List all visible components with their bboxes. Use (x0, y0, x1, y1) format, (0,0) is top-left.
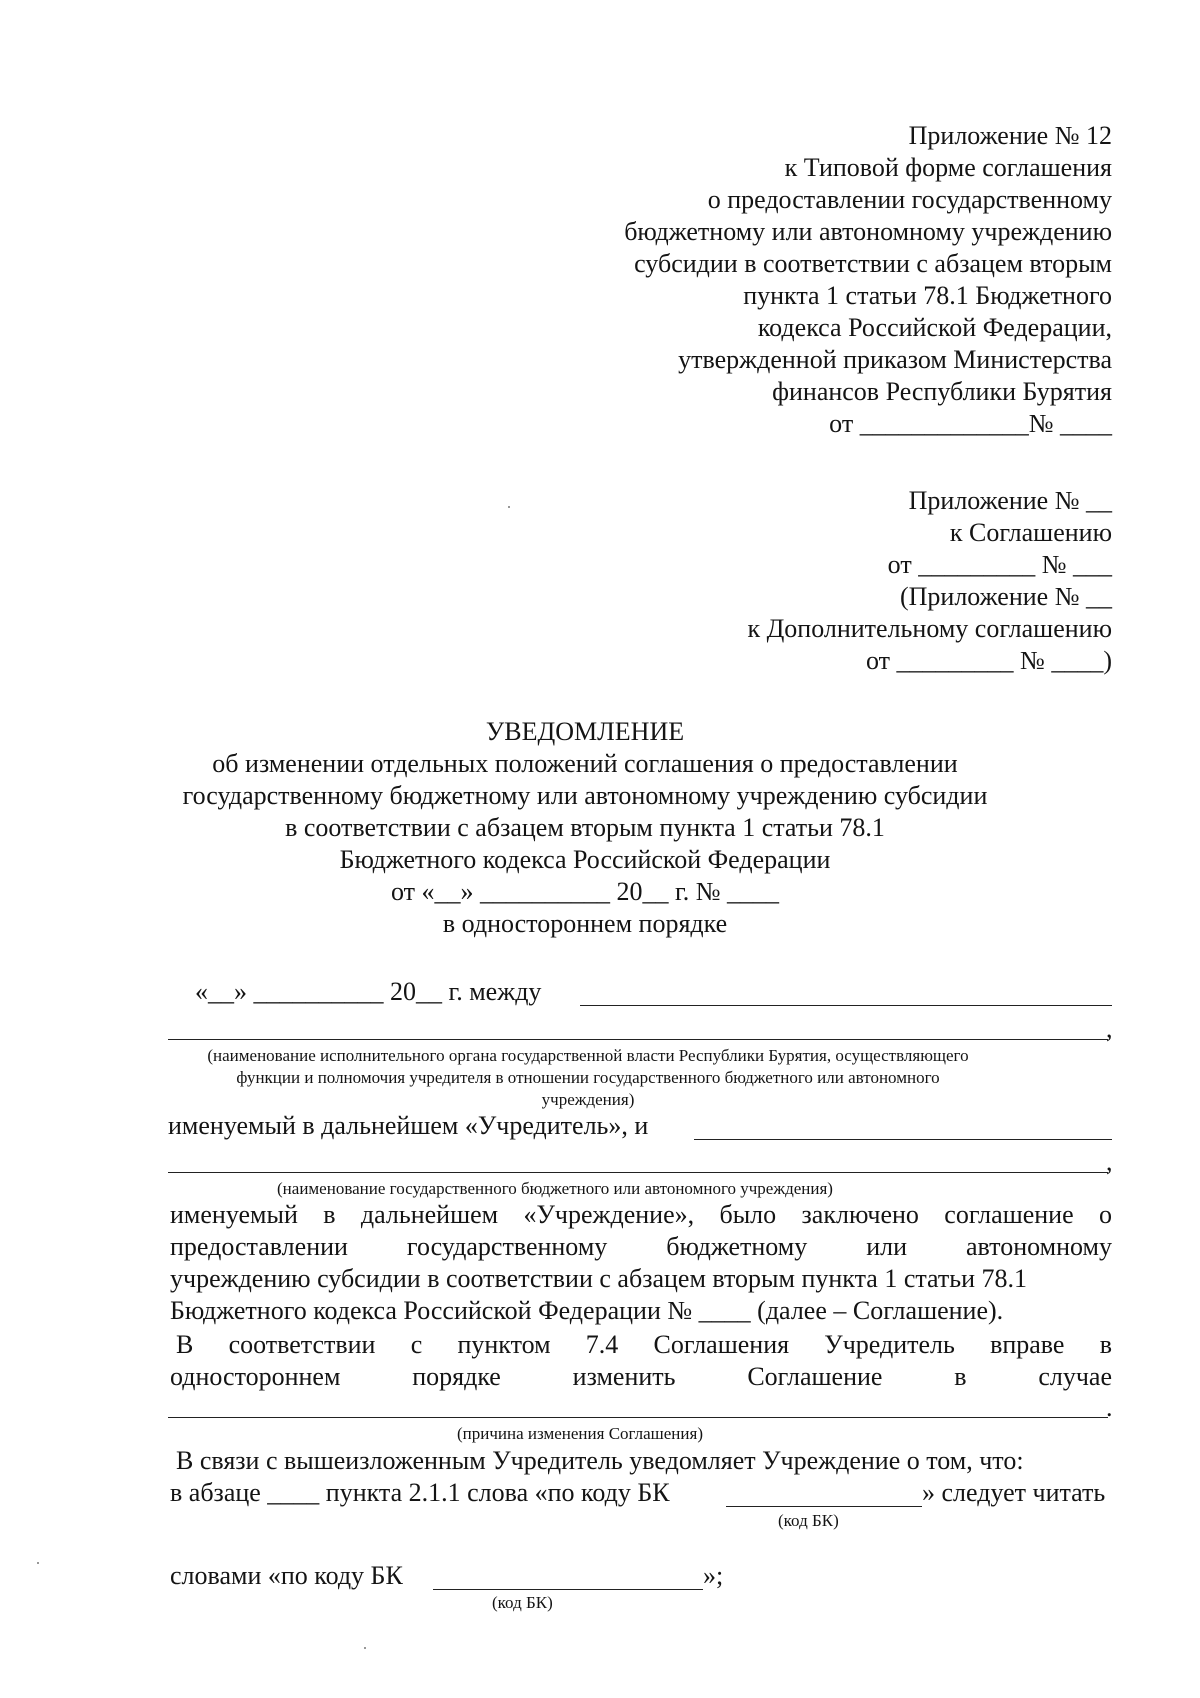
header-appendix-line: субсидии в соответствии с абзацем вторым (634, 249, 1112, 278)
comma: , (1106, 1014, 1113, 1043)
date-between-text: «__» __________ 20__ г. между (195, 977, 542, 1006)
header-appendix-line: от _____________№ ____ (829, 409, 1112, 438)
document-title: УВЕДОМЛЕНИЕ (485, 717, 685, 746)
agreement-appendix-line: Приложение № __ (908, 486, 1112, 515)
paragraph-justified-line: В соответствии с пунктом 7.4 Соглашения Учредитель вправе в (176, 1330, 1112, 1359)
period: . (1106, 1393, 1113, 1422)
paragraph-line: в абзаце ____ пункта 2.1.1 слова «по коду БК (170, 1478, 670, 1507)
founder-blank-line-2[interactable] (168, 1039, 1108, 1040)
founder-caption-line: функции и полномочия учредителя в отношении государственного бюджетного или автономного (236, 1068, 940, 1087)
paragraph-justified-line: одностороннем порядке изменить Соглашение в случае (170, 1362, 1112, 1391)
reason-caption: (причина изменения Соглашения) (457, 1424, 703, 1443)
institution-caption: (наименование государственного бюджетного или автономного учреждения) (277, 1179, 833, 1198)
paragraph-justified-line: именуемый в дальнейшем «Учреждение», было заключено соглашение о (170, 1200, 1112, 1229)
subtitle-line: в соответствии с абзацем вторым пункта 1 статьи 78.1 (285, 813, 885, 842)
subtitle-line: государственному бюджетному или автономному учреждению субсидии (182, 781, 988, 810)
subtitle-line: об изменении отдельных положений соглашения о предоставлении (212, 749, 958, 778)
comma: , (1106, 1147, 1113, 1176)
subtitle-number-line: от «__» __________ 20__ г. № ____ (390, 877, 780, 906)
paragraph-line: В связи с вышеизложенным Учредитель уведомляет Учреждение о том, что: (176, 1446, 1024, 1475)
header-appendix-line: утвержденной приказом Министерства (678, 345, 1112, 374)
founder-caption-line: учреждения) (541, 1090, 635, 1109)
header-appendix-line: пункта 1 статьи 78.1 Бюджетного (743, 281, 1112, 310)
paragraph-line: » следует читать (922, 1478, 1106, 1507)
kbk-caption-2: (код БК) (492, 1593, 553, 1612)
kbk-blank-line[interactable] (726, 1506, 922, 1507)
institution-blank-line[interactable] (694, 1139, 1112, 1140)
subtitle-line: в одностороннем порядке (442, 909, 728, 938)
agreement-appendix-line: от _________ № ___ (887, 550, 1112, 579)
scan-speck (508, 506, 510, 508)
paragraph-justified-line: предоставлении государственному бюджетному или автономному (170, 1232, 1112, 1261)
agreement-appendix-line: от _________ № ____) (866, 646, 1112, 675)
reason-blank-line[interactable] (168, 1417, 1108, 1418)
header-appendix-line: Приложение № 12 (908, 121, 1112, 150)
agreement-appendix-line: (Приложение № __ (899, 582, 1112, 611)
agreement-appendix-line: к Дополнительному соглашению (747, 614, 1112, 643)
header-appendix-line: бюджетному или автономному учреждению (624, 217, 1112, 246)
founder-blank-line[interactable] (580, 1005, 1112, 1006)
institution-blank-line-2[interactable] (168, 1172, 1108, 1173)
header-appendix-line: кодекса Российской Федерации, (757, 313, 1112, 342)
paragraph-line: Бюджетного кодекса Российской Федерации № ____ (далее – Соглашение). (170, 1296, 1004, 1325)
paragraph-line: учреждению субсидии в соответствии с абзацем вторым пункта 1 статьи 78.1 (170, 1264, 1028, 1293)
header-appendix-line: финансов Республики Бурятия (772, 377, 1112, 406)
header-appendix-line: о предоставлении государственному (707, 185, 1112, 214)
scan-speck (364, 1647, 366, 1649)
header-appendix-line: к Типовой форме соглашения (784, 153, 1112, 182)
paragraph-line: »; (703, 1561, 724, 1590)
agreement-appendix-line: к Соглашению (949, 518, 1112, 547)
founder-caption-line: (наименование исполнительного органа государственной власти Республики Бурятия, осуществляющего (207, 1046, 969, 1065)
scan-speck (37, 1562, 39, 1564)
kbk-blank-line-2[interactable] (433, 1589, 703, 1590)
founder-named-text: именуемый в дальнейшем «Учредитель», и (168, 1111, 649, 1140)
kbk-caption: (код БК) (778, 1511, 839, 1530)
subtitle-line: Бюджетного кодекса Российской Федерации (339, 845, 831, 874)
paragraph-line: словами «по коду БК (170, 1561, 403, 1590)
